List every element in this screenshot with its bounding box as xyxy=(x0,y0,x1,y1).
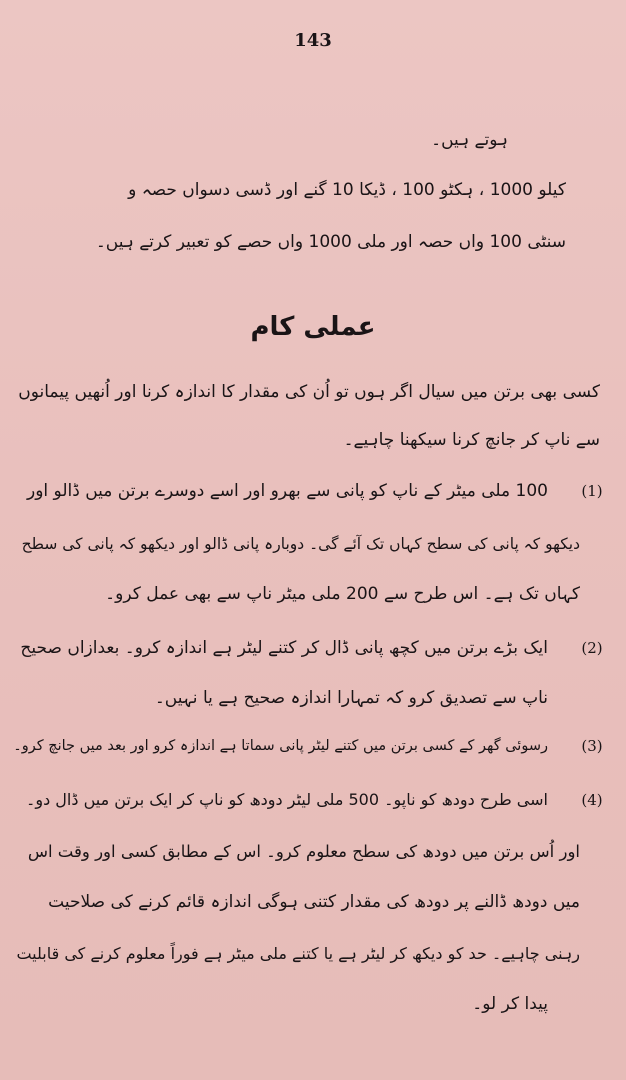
item-line: پیدا کر لو۔ xyxy=(472,994,548,1014)
intro-line-2: کیلو 1000 ، ہکٹو 100 ، ڈیکا 10 گنے اور ڈسی دسواں حصہ و xyxy=(128,180,566,200)
item-line: کہاں تک ہے۔ اس طرح سے 200 ملی میٹر ناپ سے بھی عمل کرو۔ xyxy=(105,584,580,604)
item-line: 100 ملی میٹر کے ناپ کو پانی سے بھرو اور اسے دوسرے برتن میں ڈالو اور xyxy=(27,481,548,501)
item-line: رسوئی گھر کے کسی برتن میں کتنے لیٹر پانی سماتا ہے اندازہ کرو اور بعد میں جانچ کرو۔ xyxy=(13,738,548,754)
item-line: دیکھو کہ پانی کی سطح کہاں تک آئے گی۔ دوبارہ پانی ڈالو اور دیکھو کہ پانی کی سطح xyxy=(21,535,580,553)
item-line: اسی طرح دودھ کو ناپو۔ 500 ملی لیٹر دودھ کو ناپ کر ایک برتن میں ڈال دو۔ xyxy=(25,790,548,809)
item-line: رہنی چاہیے۔ حد کو دیکھ کر لیٹر ہے یا کتنے ملی میٹر ہے فوراً معلوم کرنے کی قابلیت xyxy=(16,944,580,963)
intro-line-3: سنٹی 100 واں حصہ اور ملی 1000 واں حصے کو تعبیر کرتے ہیں۔ xyxy=(95,232,566,252)
item-number: (3) xyxy=(581,737,603,755)
item-line: ایک بڑے برتن میں کچھ پانی ڈال کر کتنے لیٹر ہے اندازہ کرو۔ بعدازاں صحیح xyxy=(20,638,548,658)
item-line: میں دودھ ڈالنے پر دودھ کی مقدار کتنی ہوگی اندازہ قائم کرنے کی صلاحیت xyxy=(48,892,580,912)
page-number: 143 xyxy=(294,30,332,51)
item-number: (2) xyxy=(581,639,603,657)
intro-line-1: ہوتے ہیں۔ xyxy=(431,130,508,150)
paragraph-line-1: کسی بھی برتن میں سیال اگر ہوں تو اُن کی مقدار کا اندازہ کرنا اور اُنھیں پیمانوں xyxy=(18,382,600,402)
item-line: اور اُس برتن میں دودھ کی سطح معلوم کرو۔ اس کے مطابق کسی اور وقت اس xyxy=(27,842,580,861)
item-number: (1) xyxy=(581,482,603,500)
item-number: (4) xyxy=(581,791,603,809)
item-line: ناپ سے تصدیق کرو کہ تمہارا اندازہ صحیح ہے یا نہیں۔ xyxy=(154,688,548,708)
paragraph-line-2: سے ناپ کر جانچ کرنا سیکھنا چاہیے۔ xyxy=(343,430,600,450)
section-heading: عملی کام xyxy=(250,312,376,342)
